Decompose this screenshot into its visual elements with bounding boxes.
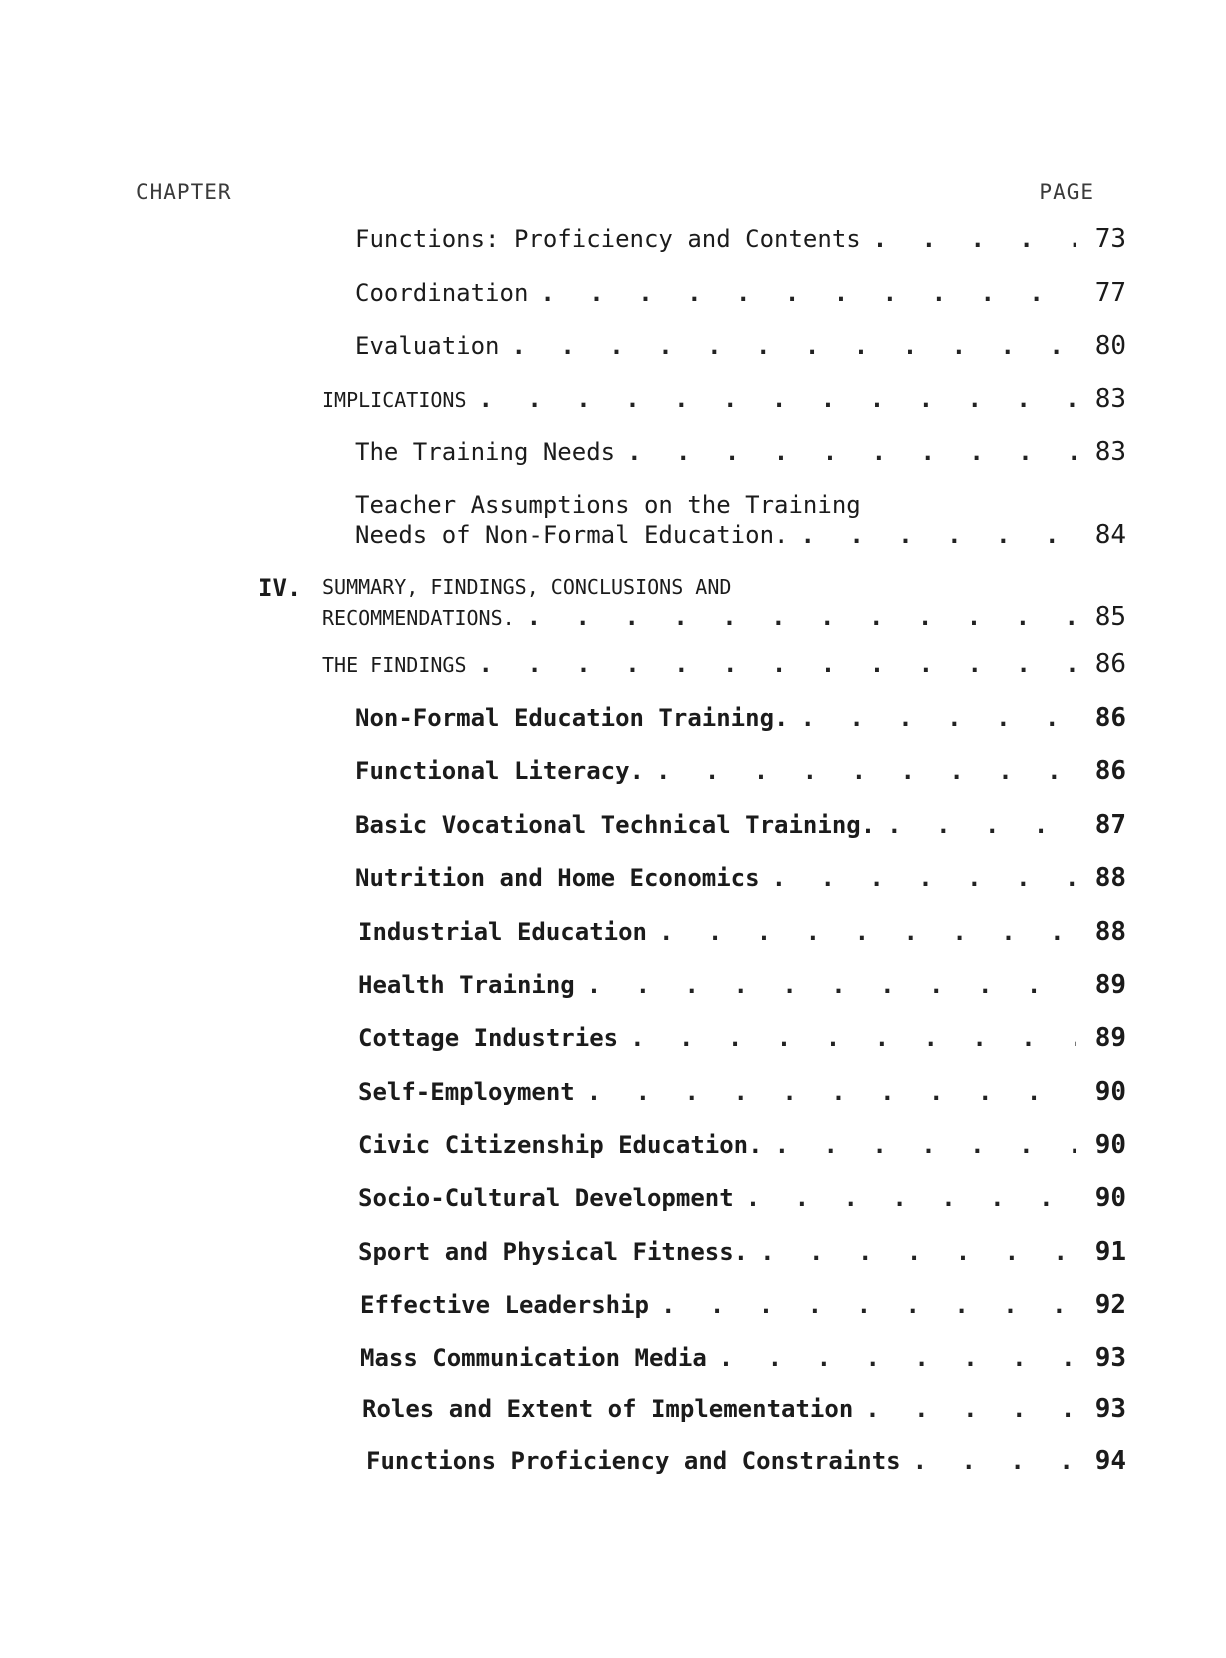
toc-section-heading — [322, 384, 1126, 415]
entry-title: Health Training — [358, 971, 575, 999]
dot-leader — [587, 970, 1076, 1000]
entry-page: 80 — [1094, 331, 1126, 361]
entry-page: 88 — [1094, 917, 1126, 947]
dot-leader — [865, 1394, 1076, 1424]
entry-title-line2: Needs of Non-Formal Education. — [355, 521, 789, 549]
toc-chapter-entry — [322, 572, 1126, 633]
entry-page: 90 — [1094, 1183, 1126, 1213]
toc-entry — [355, 437, 1126, 467]
dot-leader — [913, 1446, 1076, 1476]
toc-entry — [362, 1394, 1126, 1424]
toc-entry — [358, 970, 1126, 1000]
entry-page: 89 — [1094, 1023, 1126, 1053]
dot-leader — [719, 1343, 1076, 1373]
entry-title: Coordination — [355, 279, 529, 307]
entry-title-line1: Teacher Assumptions on the Training — [355, 491, 861, 519]
entry-page: 77 — [1094, 278, 1126, 308]
entry-title-line1: SUMMARY, FINDINGS, CONCLUSIONS AND — [322, 575, 732, 599]
entry-title: The Training Needs — [355, 438, 616, 466]
dot-leader — [775, 1130, 1076, 1160]
entry-title: Functional Literacy. — [355, 757, 644, 785]
dot-leader — [656, 756, 1076, 786]
dot-leader — [800, 703, 1076, 733]
entry-page: 93 — [1094, 1343, 1126, 1373]
dot-leader — [479, 384, 1077, 414]
entry-page: 91 — [1094, 1237, 1126, 1267]
entry-title: Mass Communication Media — [360, 1344, 707, 1372]
toc-entry — [360, 1290, 1126, 1320]
entry-title: Civic Citizenship Education. — [358, 1131, 763, 1159]
dot-leader — [661, 1290, 1076, 1320]
entry-page: 84 — [1094, 520, 1126, 550]
toc-entry — [358, 1130, 1126, 1160]
entry-page: 83 — [1094, 437, 1126, 467]
entry-page: 90 — [1094, 1130, 1126, 1160]
entry-page: 89 — [1094, 970, 1126, 1000]
toc-entry — [355, 756, 1126, 786]
dot-leader — [627, 437, 1076, 467]
entry-title: Evaluation — [355, 332, 500, 360]
entry-page: 73 — [1094, 224, 1126, 254]
entry-title: Self-Employment — [358, 1078, 575, 1106]
dot-leader — [873, 224, 1076, 254]
entry-title: Cottage Industries — [358, 1024, 619, 1052]
entry-title: THE FINDINGS — [322, 653, 467, 677]
chapter-numeral: IV. — [258, 574, 302, 602]
toc-entry — [360, 1343, 1126, 1373]
toc-entry — [358, 1077, 1126, 1107]
dot-leader — [540, 278, 1076, 308]
toc-entry — [355, 863, 1126, 893]
toc-entry — [355, 331, 1126, 361]
dot-leader — [772, 863, 1076, 893]
page-column-header: PAGE — [1039, 180, 1094, 204]
toc-entry — [355, 703, 1126, 733]
entry-page: 90 — [1094, 1077, 1126, 1107]
dot-leader — [587, 1077, 1076, 1107]
toc-entry — [358, 1183, 1126, 1213]
entry-page: 83 — [1094, 384, 1126, 414]
entry-page: 88 — [1094, 863, 1126, 893]
toc-entry-multiline — [355, 490, 1126, 550]
dot-leader — [887, 810, 1076, 840]
toc-section-heading — [322, 649, 1126, 680]
entry-title: Non-Formal Education Training. — [355, 704, 789, 732]
toc-entry — [355, 810, 1126, 840]
entry-title: IMPLICATIONS — [322, 388, 467, 412]
dot-leader — [800, 520, 1076, 550]
dot-leader — [479, 649, 1077, 679]
toc-entry — [366, 1446, 1126, 1476]
dot-leader — [746, 1183, 1076, 1213]
toc-entry — [355, 278, 1126, 308]
entry-title-line2: RECOMMENDATIONS. — [322, 606, 515, 630]
entry-page: 86 — [1094, 649, 1126, 679]
entry-page: 87 — [1094, 810, 1126, 840]
entry-page: 86 — [1094, 756, 1126, 786]
dot-leader — [760, 1237, 1076, 1267]
entry-title: Industrial Education — [358, 918, 647, 946]
entry-title: Effective Leadership — [360, 1291, 649, 1319]
entry-page: 86 — [1094, 703, 1126, 733]
dot-leader — [527, 602, 1076, 632]
toc-entry — [358, 1023, 1126, 1053]
entry-title: Roles and Extent of Implementation — [362, 1395, 854, 1423]
entry-title: Socio-Cultural Development — [358, 1184, 734, 1212]
entry-title: Functions Proficiency and Constraints — [366, 1447, 901, 1475]
dot-leader — [659, 917, 1076, 947]
entry-title: Functions: Proficiency and Contents — [355, 225, 861, 253]
toc-entry — [358, 1237, 1126, 1267]
chapter-column-header: CHAPTER — [136, 180, 232, 204]
entry-page: 85 — [1094, 602, 1126, 632]
toc-entry — [355, 224, 1126, 254]
entry-title: Basic Vocational Technical Training. — [355, 811, 876, 839]
dot-leader — [512, 331, 1077, 361]
dot-leader — [630, 1023, 1076, 1053]
entry-page: 92 — [1094, 1290, 1126, 1320]
entry-title: Nutrition and Home Economics — [355, 864, 760, 892]
entry-page: 94 — [1094, 1446, 1126, 1476]
toc-entry — [358, 917, 1126, 947]
entry-page: 93 — [1094, 1394, 1126, 1424]
entry-title: Sport and Physical Fitness. — [358, 1238, 749, 1266]
